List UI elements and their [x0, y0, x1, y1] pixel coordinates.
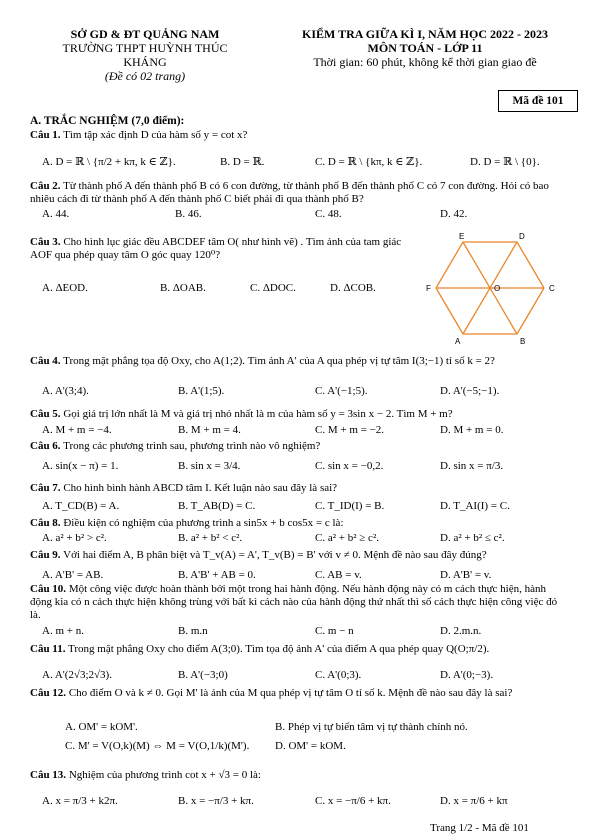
question-number: Câu 4.	[30, 355, 61, 367]
option-d[interactable]: D. 2.m.n.	[440, 625, 482, 637]
school-header	[30, 27, 260, 83]
question-text: Trong mặt phẳng Oxy cho điểm A(3;0). Tìm tọa độ ảnh A' của điểm A qua phép quay Q(O;π/2).	[68, 643, 490, 655]
vertex-label-O: O	[494, 284, 501, 293]
option-a[interactable]: A. T_CD(B) = A.	[42, 500, 120, 512]
option-d[interactable]: D. T_AI(I) = C.	[440, 500, 510, 512]
question-number: Câu 10.	[30, 583, 67, 595]
option-c[interactable]: C. AB = v.	[315, 569, 362, 581]
vertex-label-F: F	[426, 284, 431, 293]
question-text: Một công việc được hoàn thành bởi một trong hai hành động. Nếu hành động này có m cách thực hiện, hành động kia có n cách thực hiện không trùng với bất kì cách nào của hành động thứ nhất thì số cách thực hiện công việc đó là.	[30, 583, 558, 621]
page-count-note: (Đề có 02 trang)	[104, 69, 186, 83]
option-b[interactable]: B. M + m = 4.	[178, 424, 241, 436]
option-c[interactable]: C. T_ID(I) = B.	[315, 500, 385, 512]
option-a[interactable]: A. A'B' = AB.	[42, 569, 104, 581]
option-b[interactable]: B. A'(1;5).	[178, 385, 225, 397]
question-number: Câu 2.	[30, 180, 61, 192]
option-a[interactable]: A. M + m = −4.	[42, 424, 112, 436]
question-7	[30, 482, 562, 512]
option-a[interactable]: A. m + n.	[42, 625, 84, 637]
option-c[interactable]: C. m − n	[315, 625, 354, 637]
question-number: Câu 8.	[30, 517, 61, 529]
option-b[interactable]: B. A'(−3;0)	[178, 669, 228, 681]
option-d[interactable]: D. x = π/6 + kπ	[440, 795, 508, 807]
question-8	[30, 517, 562, 544]
question-text: Tìm tập xác định D của hàm số y = cot x?	[63, 129, 248, 141]
vertex-label-A: A	[455, 337, 461, 346]
option-b[interactable]: B. ΔOAB.	[160, 282, 206, 294]
option-b[interactable]: B. m.n	[178, 625, 208, 637]
option-a[interactable]: A. a² + b² > c².	[42, 532, 107, 544]
option-c[interactable]: C. M' = V(O,k)(M) ⇔ M = V(O,1/k)(M').	[65, 740, 250, 752]
question-3	[30, 236, 415, 294]
option-d[interactable]: D. OM' = kOM.	[275, 740, 346, 752]
page-footer: Trang 1/2 - Mã đề 101	[430, 822, 529, 834]
question-text: Điều kiện có nghiệm của phương trình a sin5x + b cos5x = c là:	[63, 517, 344, 529]
option-c[interactable]: C. a² + b² ≥ c².	[315, 532, 379, 544]
question-number: Câu 1.	[30, 129, 61, 141]
option-d[interactable]: D. A'(0;−3).	[440, 669, 494, 681]
option-a[interactable]: A. ΔEOD.	[42, 282, 88, 294]
option-d[interactable]: D. ΔCOB.	[330, 282, 376, 294]
option-a[interactable]: A. D = ℝ \ {π/2 + kπ, k ∈ ℤ}.	[42, 156, 176, 168]
option-b[interactable]: B. Phép vị tự biến tâm vị tự thành chính nó.	[275, 721, 468, 733]
option-c[interactable]: C. D = ℝ \ {kπ, k ∈ ℤ}.	[315, 156, 423, 168]
time-note: Thời gian: 60 phút, không kể thời gian giao đề	[313, 55, 537, 69]
option-d[interactable]: D. sin x = π/3.	[440, 460, 504, 472]
option-d[interactable]: D. M + m = 0.	[440, 424, 504, 436]
question-text: Trong mặt phẳng tọa độ Oxy, cho A(1;2). Tìm ảnh A' của A qua phép vị tự tâm I(3;−1) tỉ số k = 2?	[63, 355, 495, 367]
option-d[interactable]: D. a² + b² ≤ c².	[440, 532, 505, 544]
school-name-cont: KHÁNG	[123, 55, 167, 69]
vertex-label-C: C	[549, 284, 555, 293]
question-text: Với hai điểm A, B phân biệt và T_v(A) = A', T_v(B) = B' với v ≠ 0. Mệnh đề nào sau đây đúng?	[63, 549, 487, 561]
option-a[interactable]: A. OM' = kOM'.	[65, 721, 138, 733]
option-a[interactable]: A. A'(2√3;2√3).	[42, 669, 112, 681]
question-number: Câu 7.	[30, 482, 61, 494]
hexagon-edge-CB	[517, 288, 544, 334]
option-b[interactable]: B. x = −π/3 + kπ.	[178, 795, 254, 807]
option-a[interactable]: A. sin(x − π) = 1.	[42, 460, 119, 472]
subject-title: MÔN TOÁN - LỚP 11	[367, 41, 483, 55]
hexagon-figure	[420, 232, 560, 350]
question-text: Cho hình bình hành ABCD tâm I. Kết luận nào sau đây là sai?	[63, 482, 338, 494]
question-4	[30, 355, 562, 397]
option-a[interactable]: A. x = π/3 + k2π.	[42, 795, 118, 807]
option-c[interactable]: C. A'(0;3).	[315, 669, 362, 681]
vertex-label-E: E	[459, 232, 465, 241]
option-d[interactable]: D. D = ℝ \ {0}.	[470, 156, 540, 168]
vertex-label-B: B	[520, 337, 526, 346]
section-title: A. TRẮC NGHIỆM (7,0 điểm):	[30, 115, 185, 127]
option-c[interactable]: C. x = −π/6 + kπ.	[315, 795, 391, 807]
question-number: Câu 5.	[30, 408, 61, 420]
question-9	[30, 549, 562, 581]
hexagon-edge-FE	[436, 242, 463, 288]
question-number: Câu 6.	[30, 440, 61, 452]
hexagon-edge-DC	[517, 242, 544, 288]
option-b[interactable]: B. a² + b² < c².	[178, 532, 243, 544]
question-text: Cho hình lục giác đều ABCDEF tâm O( như hình vẽ) . Tìm ảnh của tam giác AOF qua phép quay tâm O góc quay 120⁰?	[30, 236, 402, 261]
hexagon-edge-AF	[436, 288, 463, 334]
question-text: Trong các phương trình sau, phương trình nào vô nghiệm?	[63, 440, 321, 452]
option-c[interactable]: C. A'(−1;5).	[315, 385, 368, 397]
question-12	[30, 687, 562, 752]
option-c[interactable]: C. 48.	[315, 208, 342, 220]
option-b[interactable]: B. 46.	[175, 208, 202, 220]
question-number: Câu 3.	[30, 236, 61, 248]
exam-header	[265, 27, 585, 69]
question-number: Câu 9.	[30, 549, 61, 561]
school-name: TRƯỜNG THPT HUỲNH THÚC	[62, 41, 228, 55]
option-b[interactable]: B. T_AB(D) = C.	[178, 500, 256, 512]
department-name: SỞ GD & ĐT QUẢNG NAM	[70, 27, 220, 41]
question-number: Câu 13.	[30, 769, 67, 781]
question-text: Từ thành phố A đến thành phố B có 6 con đường, từ thành phố B đến thành phố C có 7 con đường. Hỏi có bao nhiêu cách đi từ thành phố A đến thành phố C biết phải đi qua thành phố B?	[30, 180, 549, 205]
question-11	[30, 643, 562, 681]
exam-title: KIỂM TRA GIỮA KÌ I, NĂM HỌC 2022 - 2023	[301, 27, 548, 41]
exam-code-box: Mã đề 101	[498, 90, 578, 112]
question-5	[30, 408, 562, 436]
option-c[interactable]: C. ΔDOC.	[250, 282, 296, 294]
option-c[interactable]: C. M + m = −2.	[315, 424, 385, 436]
question-10	[30, 583, 562, 637]
option-a[interactable]: A. 44.	[42, 208, 70, 220]
question-text: Gọi giá trị lớn nhất là M và giá trị nhỏ nhất là m của hàm số y = 3sin x − 2. Tìm M + m?	[63, 408, 453, 420]
question-13	[30, 769, 562, 807]
option-c[interactable]: C. sin x = −0,2.	[315, 460, 384, 472]
question-text: Cho điểm O và k ≠ 0. Gọi M' là ảnh của M qua phép vị tự tâm O tỉ số k. Mệnh đề nào sau đây là sai?	[68, 687, 513, 699]
vertex-label-D: D	[519, 232, 525, 241]
option-b[interactable]: B. sin x = 3/4.	[178, 460, 241, 472]
option-d[interactable]: D. 42.	[440, 208, 468, 220]
option-d[interactable]: D. A'B' = v.	[440, 569, 492, 581]
option-a[interactable]: A. A'(3;4).	[42, 385, 89, 397]
question-6	[30, 440, 562, 472]
question-1	[30, 129, 562, 168]
option-b[interactable]: B. D = ℝ.	[220, 156, 265, 168]
question-text: Nghiệm của phương trình cot x + √3 = 0 là:	[68, 769, 261, 781]
option-d[interactable]: D. A'(−5;−1).	[440, 385, 500, 397]
option-b[interactable]: B. A'B' + AB = 0.	[178, 569, 256, 581]
question-2	[30, 180, 562, 220]
question-number: Câu 11.	[30, 643, 66, 655]
question-number: Câu 12.	[30, 687, 67, 699]
